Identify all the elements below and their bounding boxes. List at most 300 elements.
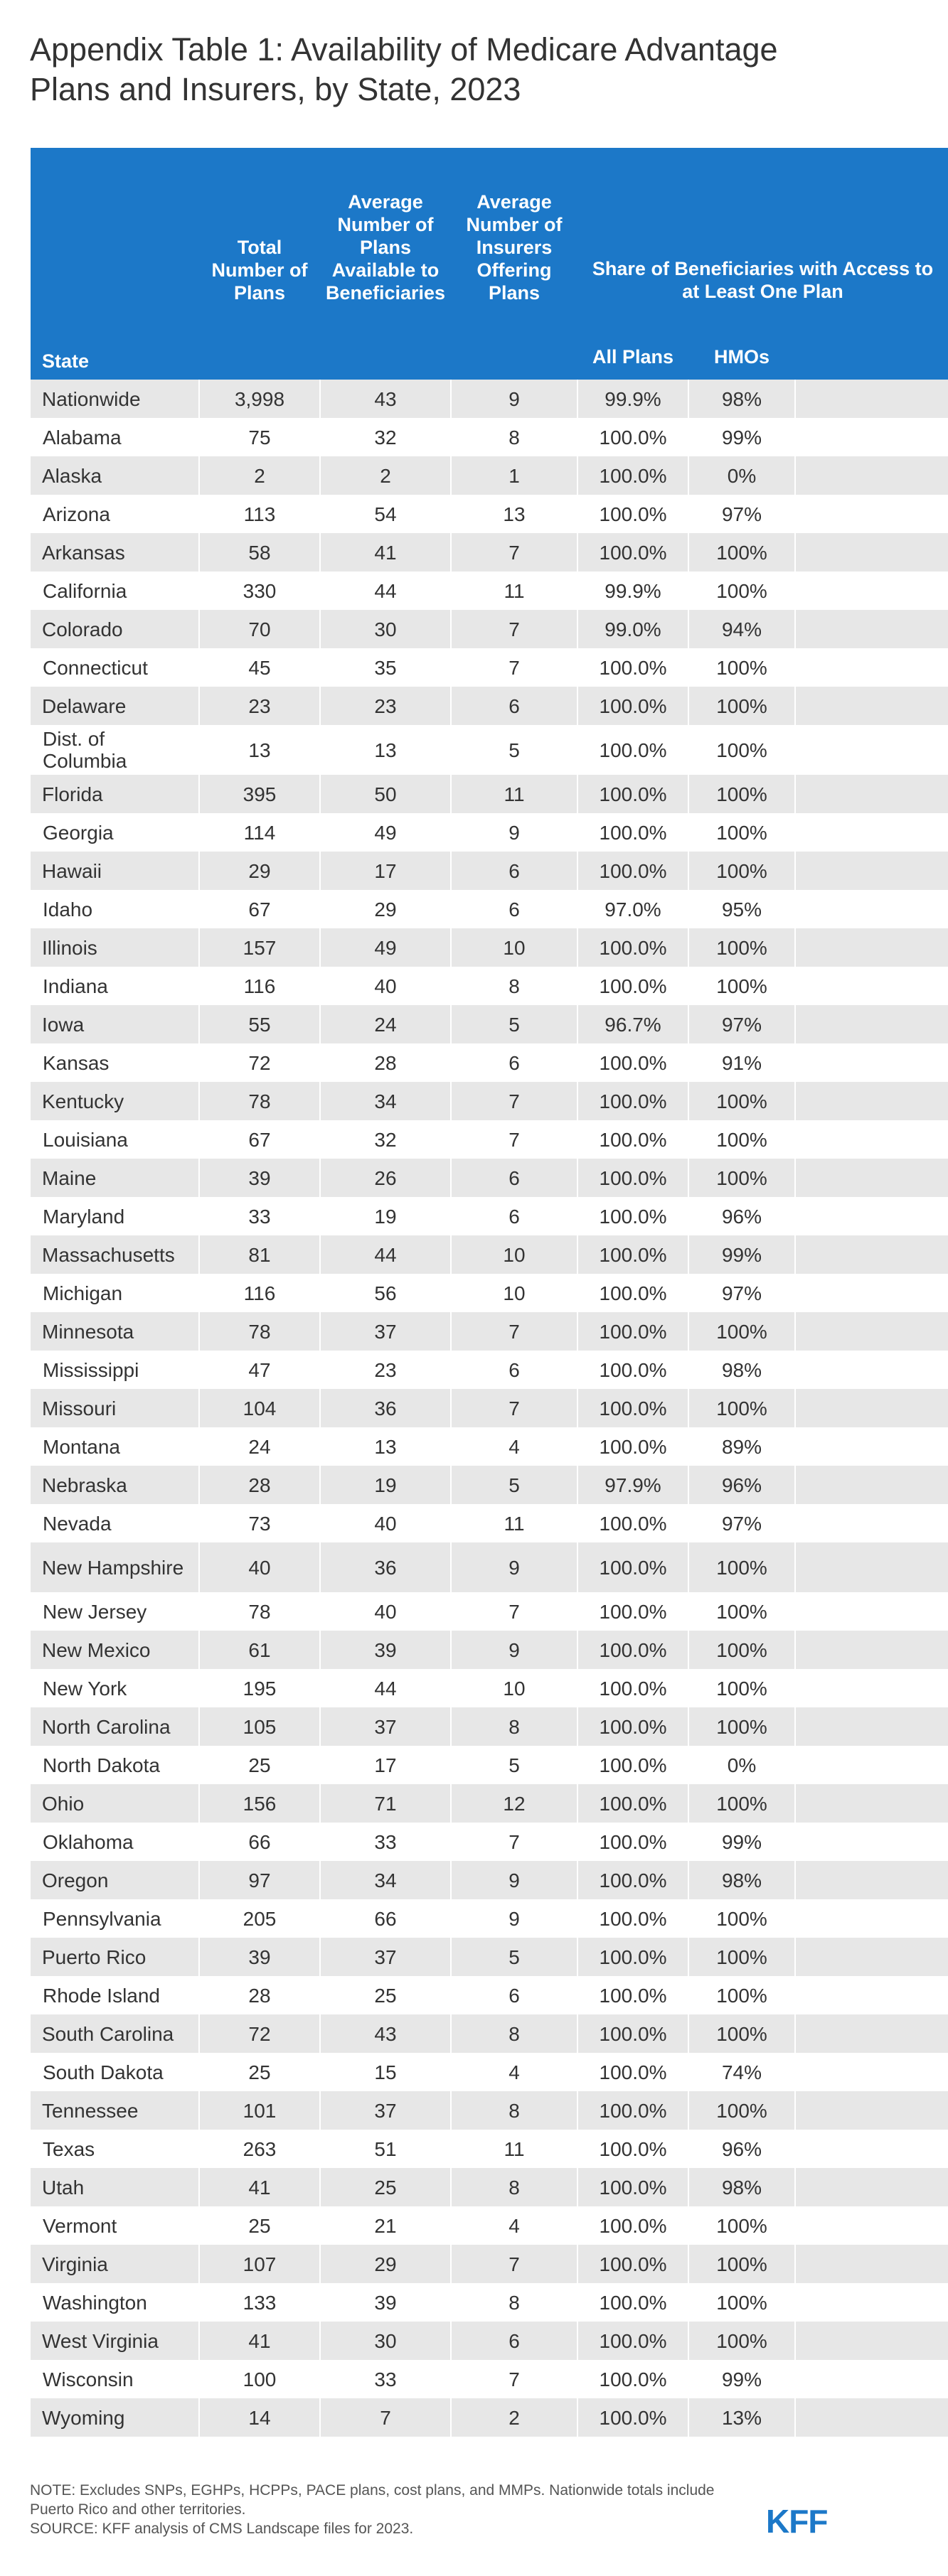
cell-total-plans: 28 [199,1976,320,2014]
cell-all-plans: 100.0% [577,928,688,967]
cell-avg-insurers: 10 [451,1274,577,1312]
cell-avg-insurers: 7 [451,1592,577,1631]
cell-avg-insurers: 11 [451,571,577,610]
cell-all-plans: 100.0% [577,1235,688,1274]
cell-avg-insurers: 6 [451,1159,577,1197]
cell-total-plans: 33 [199,1197,320,1235]
cell-avg-plans: 36 [320,1542,451,1592]
cell-hmos: 100% [688,1592,795,1631]
cell-all-plans: 97.9% [577,1466,688,1504]
cell-state: Virginia [31,2245,199,2283]
cell-avg-insurers: 8 [451,418,577,456]
cell-ppos [795,533,948,571]
table-row [31,1235,948,1274]
cell-avg-plans: 37 [320,1707,451,1746]
cell-state: Maryland [31,1197,199,1235]
table-row [31,2360,948,2398]
table-row [31,1274,948,1312]
cell-total-plans: 195 [199,1669,320,1707]
cell-all-plans: 99.9% [577,380,688,418]
cell-avg-insurers: 8 [451,2168,577,2206]
cell-state: Alaska [31,456,199,495]
table-row [31,2053,948,2091]
cell-avg-plans: 54 [320,495,451,533]
cell-state: Georgia [31,813,199,852]
cell-all-plans: 100.0% [577,2053,688,2091]
cell-all-plans: 100.0% [577,1631,688,1669]
cell-state: Alabama [31,418,199,456]
cell-total-plans: 105 [199,1707,320,1746]
cell-avg-insurers: 6 [451,852,577,890]
cell-all-plans: 96.7% [577,1005,688,1043]
cell-hmos: 100% [688,1669,795,1707]
cell-avg-insurers: 8 [451,2283,577,2322]
cell-all-plans: 100.0% [577,1542,688,1592]
cell-avg-plans: 34 [320,1082,451,1120]
table-row [31,2245,948,2283]
cell-state: Arizona [31,495,199,533]
cell-all-plans: 100.0% [577,456,688,495]
cell-avg-plans: 44 [320,571,451,610]
cell-ppos [795,648,948,687]
cell-avg-plans: 28 [320,1043,451,1082]
cell-ppos [795,1351,948,1389]
cell-hmos: 98% [688,1351,795,1389]
cell-hmos: 100% [688,2206,795,2245]
cell-total-plans: 104 [199,1389,320,1427]
table-row [31,1746,948,1784]
cell-total-plans: 113 [199,495,320,533]
cell-avg-plans: 19 [320,1466,451,1504]
cell-hmos: 100% [688,1082,795,1120]
cell-avg-plans: 37 [320,1312,451,1351]
cell-avg-insurers: 9 [451,1899,577,1938]
cell-total-plans: 58 [199,533,320,571]
cell-all-plans: 100.0% [577,418,688,456]
cell-total-plans: 101 [199,2091,320,2130]
cell-total-plans: 205 [199,1899,320,1938]
cell-avg-insurers: 6 [451,1197,577,1235]
cell-avg-plans: 26 [320,1159,451,1197]
cell-hmos: 97% [688,495,795,533]
cell-total-plans: 78 [199,1592,320,1631]
cell-avg-insurers: 4 [451,2206,577,2245]
kff-logo: KFF [766,2503,828,2540]
cell-all-plans: 97.0% [577,890,688,928]
cell-avg-plans: 40 [320,1504,451,1542]
cell-avg-plans: 23 [320,687,451,725]
cell-ppos [795,967,948,1005]
cell-hmos: 89% [688,1427,795,1466]
cell-hmos: 100% [688,1631,795,1669]
table-row [31,2091,948,2130]
cell-total-plans: 100 [199,2360,320,2398]
table-row [31,1823,948,1861]
cell-hmos: 98% [688,380,795,418]
cell-all-plans: 100.0% [577,1043,688,1082]
cell-ppos [795,2053,948,2091]
cell-hmos: 100% [688,1120,795,1159]
cell-ppos [795,1466,948,1504]
cell-avg-plans: 19 [320,1197,451,1235]
table-row [31,1899,948,1938]
cell-hmos: 95% [688,890,795,928]
cell-avg-plans: 41 [320,533,451,571]
cell-avg-insurers: 11 [451,775,577,813]
cell-ppos [795,725,948,775]
cell-state: Hawaii [31,852,199,890]
cell-avg-plans: 49 [320,813,451,852]
cell-state: Wisconsin [31,2360,199,2398]
cell-all-plans: 99.9% [577,571,688,610]
cell-state: New Hampshire [31,1542,199,1592]
cell-total-plans: 66 [199,1823,320,1861]
cell-state: Tennessee [31,2091,199,2130]
cell-hmos: 100% [688,648,795,687]
cell-total-plans: 67 [199,1120,320,1159]
cell-avg-insurers: 7 [451,2245,577,2283]
cell-ppos [795,418,948,456]
cell-total-plans: 61 [199,1631,320,1669]
cell-avg-plans: 56 [320,1274,451,1312]
cell-state: Delaware [31,687,199,725]
cell-avg-insurers: 2 [451,2398,577,2437]
cell-all-plans: 100.0% [577,1592,688,1631]
header-total-plans: Total Number of Plans [199,148,320,380]
table-row [31,1197,948,1235]
cell-avg-plans: 29 [320,2245,451,2283]
cell-hmos: 99% [688,1823,795,1861]
cell-hmos: 98% [688,1861,795,1899]
cell-all-plans: 100.0% [577,2130,688,2168]
cell-avg-insurers: 7 [451,1389,577,1427]
table-row [31,456,948,495]
cell-avg-insurers: 10 [451,1669,577,1707]
cell-avg-insurers: 9 [451,813,577,852]
cell-hmos: 0% [688,456,795,495]
cell-hmos: 100% [688,1938,795,1976]
cell-ppos [795,2283,948,2322]
table-row [31,1005,948,1043]
cell-hmos: 100% [688,967,795,1005]
cell-ppos [795,456,948,495]
cell-hmos: 100% [688,533,795,571]
cell-avg-plans: 2 [320,456,451,495]
cell-hmos: 100% [688,1899,795,1938]
table-row [31,2206,948,2245]
cell-total-plans: 73 [199,1504,320,1542]
cell-total-plans: 25 [199,1746,320,1784]
header-ppos [795,310,948,380]
cell-state: Florida [31,775,199,813]
cell-hmos: 91% [688,1043,795,1082]
cell-avg-insurers: 5 [451,1746,577,1784]
cell-ppos [795,1746,948,1784]
cell-hmos: 100% [688,2322,795,2360]
cell-state: Nebraska [31,1466,199,1504]
cell-all-plans: 100.0% [577,1120,688,1159]
cell-ppos [795,687,948,725]
cell-avg-plans: 33 [320,1823,451,1861]
cell-total-plans: 25 [199,2053,320,2091]
cell-avg-plans: 17 [320,852,451,890]
cell-avg-plans: 17 [320,1746,451,1784]
cell-all-plans: 100.0% [577,1899,688,1938]
cell-total-plans: 41 [199,2322,320,2360]
cell-all-plans: 100.0% [577,813,688,852]
cell-state: South Dakota [31,2053,199,2091]
cell-all-plans: 99.0% [577,610,688,648]
cell-avg-insurers: 7 [451,1120,577,1159]
cell-hmos: 100% [688,687,795,725]
cell-avg-insurers: 8 [451,1707,577,1746]
table-row [31,1466,948,1504]
cell-avg-insurers: 6 [451,890,577,928]
data-table-container [30,148,934,2437]
header-state: State [31,148,199,380]
table-row [31,571,948,610]
cell-avg-plans: 25 [320,1976,451,2014]
cell-total-plans: 39 [199,1938,320,1976]
cell-all-plans: 100.0% [577,1082,688,1120]
cell-ppos [795,1082,948,1120]
cell-avg-plans: 36 [320,1389,451,1427]
cell-total-plans: 97 [199,1861,320,1899]
cell-state: Washington [31,2283,199,2322]
cell-avg-insurers: 5 [451,1466,577,1504]
cell-state: Utah [31,2168,199,2206]
header-all-plans: All Plans [577,310,688,380]
cell-total-plans: 114 [199,813,320,852]
cell-state: New Jersey [31,1592,199,1631]
cell-total-plans: 29 [199,852,320,890]
cell-ppos [795,1389,948,1427]
cell-avg-plans: 37 [320,2091,451,2130]
cell-state: Montana [31,1427,199,1466]
cell-all-plans: 100.0% [577,1504,688,1542]
table-row [31,1159,948,1197]
cell-hmos: 0% [688,1746,795,1784]
cell-all-plans: 100.0% [577,1159,688,1197]
cell-total-plans: 25 [199,2206,320,2245]
cell-total-plans: 2 [199,456,320,495]
table-row [31,495,948,533]
cell-avg-plans: 32 [320,418,451,456]
cell-state: South Carolina [31,2014,199,2053]
cell-avg-insurers: 6 [451,1351,577,1389]
cell-ppos [795,1938,948,1976]
cell-state: Puerto Rico [31,1938,199,1976]
cell-all-plans: 100.0% [577,2091,688,2130]
cell-all-plans: 100.0% [577,852,688,890]
table-header [31,148,948,380]
cell-total-plans: 116 [199,967,320,1005]
cell-total-plans: 72 [199,2014,320,2053]
cell-ppos [795,1823,948,1861]
cell-ppos [795,1274,948,1312]
cell-avg-plans: 37 [320,1938,451,1976]
cell-state: Pennsylvania [31,1899,199,1938]
cell-ppos [795,380,948,418]
table-row [31,687,948,725]
cell-avg-plans: 50 [320,775,451,813]
cell-total-plans: 395 [199,775,320,813]
table-row [31,2398,948,2437]
cell-all-plans: 100.0% [577,1784,688,1823]
table-row [31,1861,948,1899]
cell-avg-plans: 39 [320,1631,451,1669]
cell-state: North Carolina [31,1707,199,1746]
cell-avg-insurers: 7 [451,610,577,648]
footnote [30,2481,748,2538]
cell-hmos: 100% [688,1542,795,1592]
table-row [31,1043,948,1082]
cell-state: Rhode Island [31,1976,199,2014]
cell-ppos [795,775,948,813]
cell-avg-insurers: 5 [451,725,577,775]
cell-total-plans: 133 [199,2283,320,2322]
cell-avg-insurers: 7 [451,1823,577,1861]
cell-avg-plans: 32 [320,1120,451,1159]
cell-ppos [795,2206,948,2245]
cell-ppos [795,2168,948,2206]
cell-avg-plans: 30 [320,2322,451,2360]
cell-hmos: 100% [688,1312,795,1351]
cell-state: Texas [31,2130,199,2168]
cell-ppos [795,813,948,852]
cell-hmos: 100% [688,1784,795,1823]
table-row [31,1938,948,1976]
cell-hmos: 99% [688,2360,795,2398]
cell-avg-insurers: 8 [451,2091,577,2130]
cell-hmos: 100% [688,813,795,852]
cell-state: Michigan [31,1274,199,1312]
cell-avg-plans: 51 [320,2130,451,2168]
cell-avg-plans: 66 [320,1899,451,1938]
cell-total-plans: 39 [199,1159,320,1197]
table-row [31,2130,948,2168]
cell-ppos [795,1592,948,1631]
table-row [31,2168,948,2206]
cell-hmos: 100% [688,571,795,610]
cell-avg-insurers: 6 [451,687,577,725]
cell-state: Colorado [31,610,199,648]
table-row [31,1427,948,1466]
cell-all-plans: 100.0% [577,1197,688,1235]
cell-ppos [795,610,948,648]
cell-hmos: 96% [688,1197,795,1235]
cell-total-plans: 28 [199,1466,320,1504]
cell-avg-plans: 35 [320,648,451,687]
table-row [31,890,948,928]
cell-ppos [795,1631,948,1669]
cell-ppos [795,495,948,533]
cell-all-plans: 100.0% [577,1707,688,1746]
cell-avg-insurers: 4 [451,2053,577,2091]
cell-avg-insurers: 12 [451,1784,577,1823]
cell-avg-insurers: 1 [451,456,577,495]
cell-avg-plans: 44 [320,1235,451,1274]
cell-avg-plans: 24 [320,1005,451,1043]
cell-avg-insurers: 7 [451,1082,577,1120]
cell-state: Louisiana [31,1120,199,1159]
availability-table [30,148,948,2437]
table-row [31,1784,948,1823]
table-row [31,1082,948,1120]
cell-all-plans: 100.0% [577,2245,688,2283]
table-row [31,1389,948,1427]
cell-avg-insurers: 7 [451,2360,577,2398]
cell-avg-insurers: 9 [451,1631,577,1669]
table-body [31,380,948,2437]
cell-hmos: 100% [688,2014,795,2053]
cell-avg-plans: 43 [320,2014,451,2053]
cell-ppos [795,2014,948,2053]
cell-avg-insurers: 6 [451,2322,577,2360]
cell-hmos: 74% [688,2053,795,2091]
cell-hmos: 100% [688,725,795,775]
cell-state: Ohio [31,1784,199,1823]
cell-ppos [795,1669,948,1707]
table-row [31,2283,948,2322]
cell-state: Dist. of Columbia [31,725,199,775]
cell-state: Iowa [31,1005,199,1043]
cell-state: New Mexico [31,1631,199,1669]
cell-state: Oklahoma [31,1823,199,1861]
cell-all-plans: 100.0% [577,2398,688,2437]
table-row [31,1707,948,1746]
cell-ppos [795,2130,948,2168]
cell-all-plans: 100.0% [577,2014,688,2053]
table-row [31,1669,948,1707]
cell-avg-plans: 44 [320,1669,451,1707]
cell-total-plans: 14 [199,2398,320,2437]
cell-all-plans: 100.0% [577,648,688,687]
cell-ppos [795,1707,948,1746]
cell-avg-plans: 13 [320,1427,451,1466]
cell-avg-insurers: 8 [451,2014,577,2053]
table-row [31,1312,948,1351]
cell-hmos: 100% [688,1707,795,1746]
cell-avg-insurers: 6 [451,1976,577,2014]
cell-avg-plans: 40 [320,967,451,1005]
cell-total-plans: 157 [199,928,320,967]
table-row [31,1976,948,2014]
table-row [31,380,948,418]
note-text: NOTE: Excludes SNPs, EGHPs, HCPPs, PACE plans, cost plans, and MMPs. Nationwide totals include Puerto Rico and other territories. [30,2482,715,2518]
cell-all-plans: 100.0% [577,2206,688,2245]
cell-all-plans: 100.0% [577,1389,688,1427]
cell-ppos [795,1235,948,1274]
cell-all-plans: 100.0% [577,2322,688,2360]
cell-total-plans: 41 [199,2168,320,2206]
cell-state: Idaho [31,890,199,928]
cell-ppos [795,1427,948,1466]
cell-avg-insurers: 9 [451,1861,577,1899]
cell-state: Minnesota [31,1312,199,1351]
cell-avg-insurers: 11 [451,1504,577,1542]
cell-avg-insurers: 5 [451,1938,577,1976]
source-text: SOURCE: KFF analysis of CMS Landscape files for 2023. [30,2521,414,2537]
cell-avg-insurers: 10 [451,1235,577,1274]
cell-all-plans: 100.0% [577,2283,688,2322]
cell-hmos: 96% [688,1466,795,1504]
cell-ppos [795,2398,948,2437]
cell-hmos: 100% [688,1976,795,2014]
cell-total-plans: 40 [199,1542,320,1592]
cell-state: Illinois [31,928,199,967]
cell-total-plans: 72 [199,1043,320,1082]
